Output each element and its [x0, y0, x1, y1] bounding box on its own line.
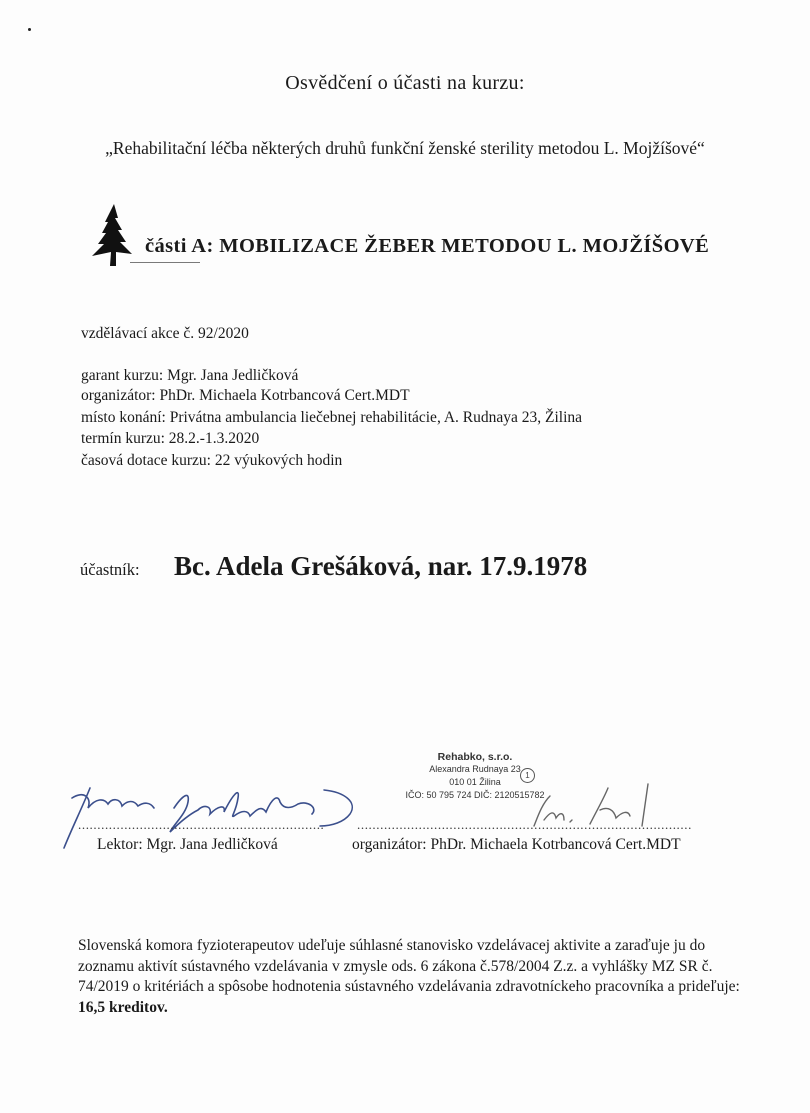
logo-underline [130, 262, 200, 263]
certificate-title: Osvědčení o účasti na kurzu: [285, 72, 525, 94]
course-name: „Rehabilitační léčba některých druhů funkční ženské sterility metodou L. Mojžíšové“ [105, 138, 705, 158]
lecturer-signature-line: ................................................................ [78, 817, 325, 832]
organizer-label: organizátor: PhDr. Michaela Kotrbancová Cert.MDT [352, 836, 681, 853]
accreditation-text: Slovenská komora fyzioterapeutov udeľuje súhlasné stanovisko vzdelávacej aktivite a zaraďuje ju do zoznamu aktivít sústavného vzdelávania v zmysle ods. 6 zákona č.578/2004 Z.z. a vyhlášky MZ SR č. 74/2019 o kritériách a spôsobe hodnotenia sústavného vzdelávania zdravotníckeho pracovníka a prideľuje: [78, 937, 740, 995]
scan-speck [28, 28, 31, 31]
stamp-ids: IČO: 50 795 724 DIČ: 2120515782 [405, 790, 545, 800]
course-guarantor: garant kurzu: Mgr. Jana Jedličková [81, 367, 299, 384]
accreditation-statement [78, 936, 748, 1018]
course-dates: termín kurzu: 28.2.-1.3.2020 [81, 430, 260, 447]
participant-name: Bc. Adela Grešáková, nar. 17.9.1978 [174, 551, 588, 581]
course-venue: místo konání: Privátna ambulancia liečebnej rehabilitácie, A. Rudnaya 23, Žilina [81, 409, 583, 426]
section-heading: části A: MOBILIZACE ŽEBER METODOU L. MOJŽÍŠOVÉ [145, 235, 710, 257]
tree-logo-icon [88, 204, 136, 270]
stamp-street: Alexandra Rudnaya 23 [429, 764, 521, 774]
stamp-company: Rehabko, s.r.o. [437, 751, 513, 763]
stamp-mark: 1 [520, 768, 535, 783]
course-organizer: organizátor: PhDr. Michaela Kotrbancová Cert.MDT [81, 387, 410, 404]
stamp-city: 010 01 Žilina [449, 777, 501, 787]
lecturer-label: Lektor: Mgr. Jana Jedličková [97, 836, 278, 853]
course-hours: časová dotace kurzu: 22 výukových hodin [81, 452, 343, 469]
credits-value: 16,5 kreditov. [78, 998, 168, 1016]
event-number: vzdělávací akce č. 92/2020 [81, 325, 249, 342]
participant-label: účastník: [80, 560, 140, 579]
organizer-signature-line: ....................................................................................... [357, 817, 692, 832]
